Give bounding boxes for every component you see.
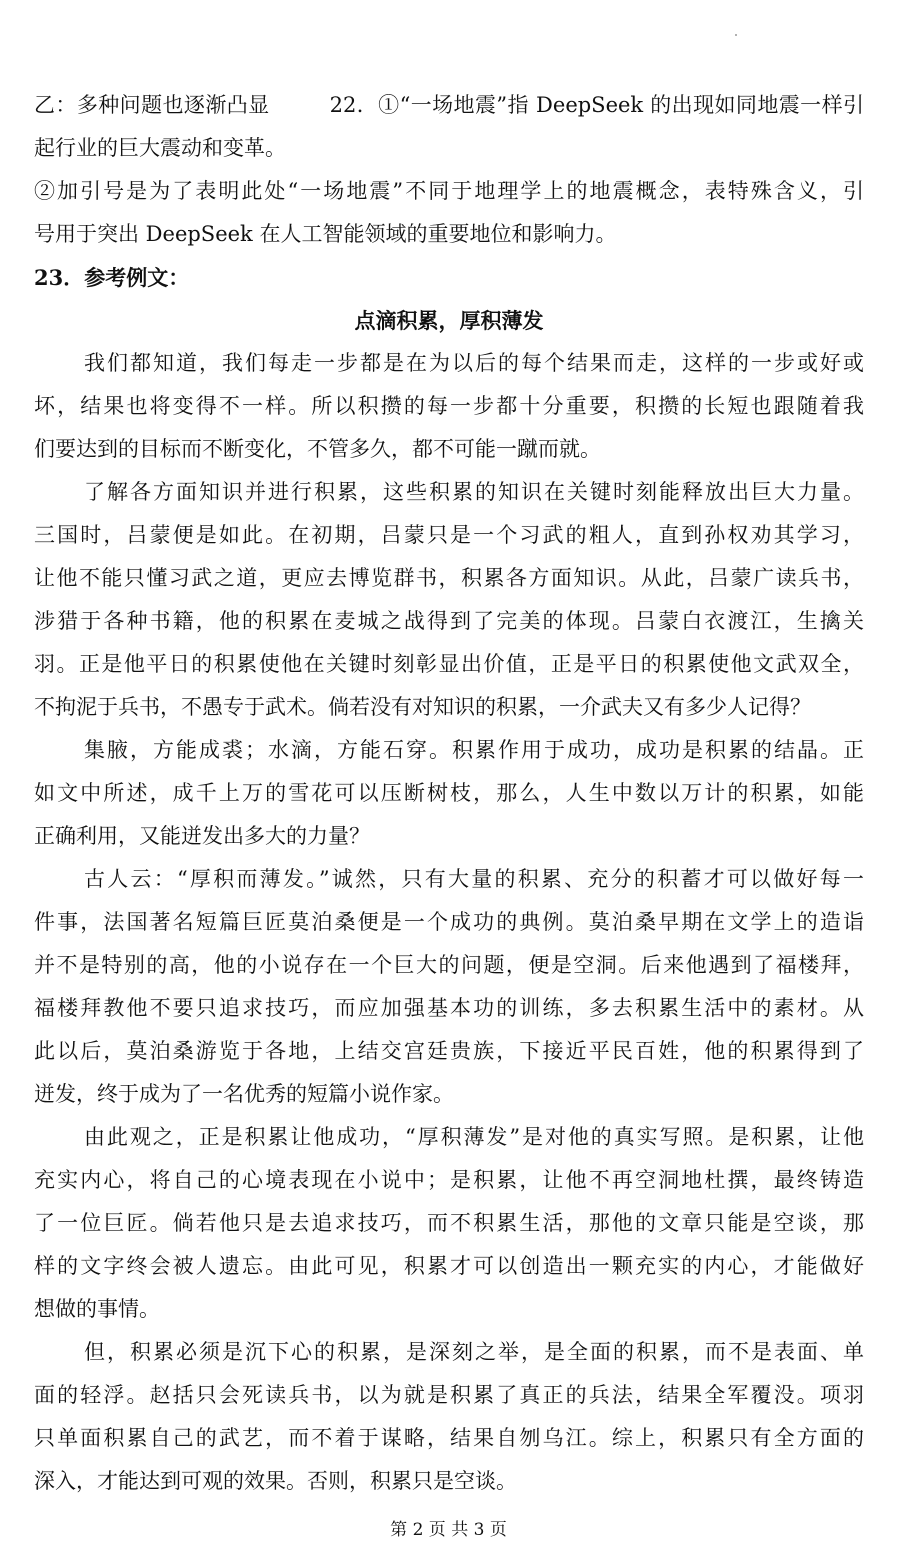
answer-line: ②加引号是为了表明此处“一场地震”不同于地理学上的地震概念，表特殊含义，引 xyxy=(34,179,864,203)
essay-line: 想做的事情。 xyxy=(34,1297,160,1321)
answer-line: 起行业的巨大震动和变革。 xyxy=(34,136,286,160)
essay-line: 我们都知道，我们每走一步都是在为以后的每个结果而走，这样的一步或好或 xyxy=(84,351,864,375)
essay-line: 只单面积累自己的武艺，而不着于谋略，结果自刎乌江。综上，积累只有全方面的 xyxy=(34,1426,864,1450)
essay-line: 面的轻浮。赵括只会死读兵书，以为就是积累了真正的兵法，结果全军覆没。项羽 xyxy=(34,1383,864,1407)
essay-title: 点滴积累，厚积薄发 xyxy=(354,308,544,333)
answer-line xyxy=(34,84,864,127)
q21-answer: 乙：多种问题也逐渐凸显 xyxy=(34,93,270,117)
scan-speck xyxy=(735,34,737,36)
essay-line: 样的文字终会被人遗忘。由此可见，积累才可以创造出一颗充实的内心，才能做好 xyxy=(34,1254,864,1278)
essay-line: 了解各方面知识并进行积累，这些积累的知识在关键时刻能释放出巨大力量。 xyxy=(84,480,864,504)
essay-line: 此以后，莫泊桑游览于各地，上结交宫廷贵族，下接近平民百姓，他的积累得到了 xyxy=(34,1039,864,1063)
essay-line: 古人云：“厚积而薄发。”诚然，只有大量的积累、充分的积蓄才可以做好每一 xyxy=(84,867,864,891)
essay-line: 让他不能只懂习武之道，更应去博览群书，积累各方面知识。从此，吕蒙广读兵书， xyxy=(34,566,864,590)
essay-line: 了一位巨匠。倘若他只是去追求技巧，而不积累生活，那他的文章只能是空谈，那 xyxy=(34,1211,864,1235)
essay-line: 并不是特别的高，他的小说存在一个巨大的问题，便是空洞。后来他遇到了福楼拜， xyxy=(34,953,864,977)
essay-line: 深入，才能达到可观的效果。否则，积累只是空谈。 xyxy=(34,1469,517,1493)
essay-line: 充实内心，将自己的心境表现在小说中；是积累，让他不再空洞地杜撰，最终铸造 xyxy=(34,1168,864,1192)
essay-line: 三国时，吕蒙便是如此。在初期，吕蒙只是一个习武的粗人，直到孙权劝其学习， xyxy=(34,523,864,547)
essay-line: 不拘泥于兵书，不愚专于武术。倘若没有对知识的积累，一介武夫又有多少人记得？ xyxy=(34,695,811,719)
essay-line: 涉猎于各种书籍，他的积累在麦城之战得到了完美的体现。吕蒙白衣渡江，生擒关 xyxy=(34,609,864,633)
essay-line: 如文中所述，成千上万的雪花可以压断树枝，那么，人生中数以万计的积累，如能 xyxy=(34,781,864,805)
essay-line: 正确利用，又能迸发出多大的力量？ xyxy=(34,824,370,848)
essay-line: 件事，法国著名短篇巨匠莫泊桑便是一个成功的典例。莫泊桑早期在文学上的造诣 xyxy=(34,910,864,934)
essay-line: 由此观之，正是积累让他成功，“厚积薄发”是对他的真实写照。是积累，让他 xyxy=(84,1125,864,1149)
essay-line: 福楼拜教他不要只追求技巧，而应加强基本功的训练，多去积累生活中的素材。从 xyxy=(34,996,864,1020)
essay-line: 集腋，方能成裘；水滴，方能石穿。积累作用于成功，成功是积累的结晶。正 xyxy=(84,738,864,762)
essay-line: 坏，结果也将变得不一样。所以积攒的每一步都十分重要，积攒的长短也跟随着我 xyxy=(34,394,864,418)
answer-line: 号用于突出 DeepSeek 在人工智能领域的重要地位和影响力。 xyxy=(34,222,617,246)
answer-content xyxy=(34,84,864,1503)
essay-line: 们要达到的目标而不断变化，不管多久，都不可能一蹴而就。 xyxy=(34,437,601,461)
essay-line: 迸发，终于成为了一名优秀的短篇小说作家。 xyxy=(34,1082,454,1106)
essay-line: 但，积累必须是沉下心的积累，是深刻之举，是全面的积累，而不是表面、单 xyxy=(84,1340,864,1364)
essay-line: 羽。正是他平日的积累使他在关键时刻彰显出价值，正是平日的积累使他文武双全， xyxy=(34,652,864,676)
q23-label: 23．参考例文： xyxy=(34,265,190,290)
q22-answer-part1: 22．①“一场地震”指 DeepSeek 的出现如同地震一样引 xyxy=(329,93,864,117)
page-footer: 第 2 页 共 3 页 xyxy=(390,1520,507,1540)
